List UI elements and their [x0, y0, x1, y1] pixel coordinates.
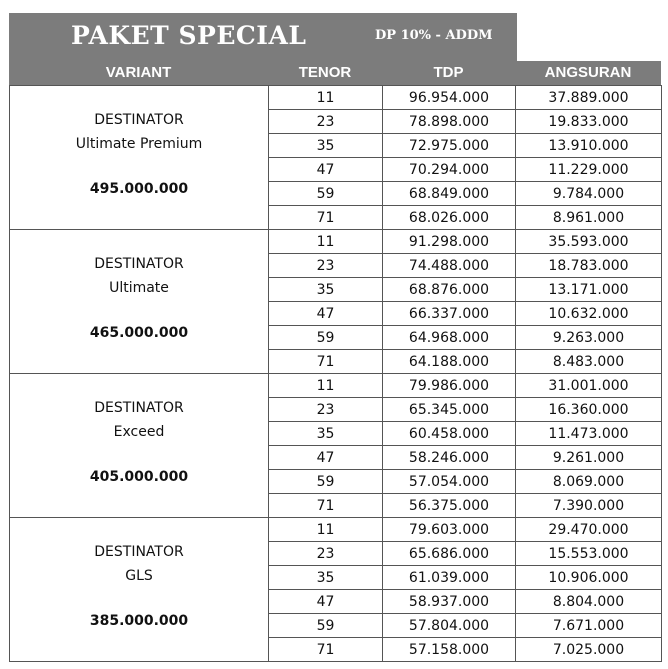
- tdp-cell: 60.458.000: [383, 422, 516, 446]
- tdp-cell: 65.686.000: [383, 542, 516, 566]
- tdp-cell: 58.246.000: [383, 446, 516, 470]
- variant-model: DESTINATOR: [94, 400, 184, 416]
- tdp-cell: 65.345.000: [383, 398, 516, 422]
- header-tdp: TDP: [433, 64, 464, 81]
- tenor-cell: 35: [269, 278, 383, 302]
- tenor-cell: 71: [269, 638, 383, 662]
- tenor-cell: 71: [269, 494, 383, 518]
- angsuran-cell: 8.961.000: [516, 206, 662, 230]
- tdp-cell: 57.054.000: [383, 470, 516, 494]
- variant-price: 405.000.000: [89, 469, 189, 485]
- page-subtitle: DP 10% - ADDM: [375, 28, 493, 43]
- tenor-cell: 23: [269, 110, 383, 134]
- tenor-cell: 11: [269, 518, 383, 542]
- tenor-cell: 35: [269, 566, 383, 590]
- tenor-cell: 11: [269, 230, 383, 254]
- tenor-cell: 71: [269, 350, 383, 374]
- angsuran-cell: 19.833.000: [516, 110, 662, 134]
- angsuran-cell: 9.261.000: [516, 446, 662, 470]
- tdp-cell: 64.968.000: [383, 326, 516, 350]
- variant-price: 385.000.000: [89, 613, 189, 629]
- angsuran-cell: 8.804.000: [516, 590, 662, 614]
- tenor-cell: 47: [269, 590, 383, 614]
- tdp-cell: 68.849.000: [383, 182, 516, 206]
- angsuran-cell: 7.390.000: [516, 494, 662, 518]
- angsuran-cell: 16.360.000: [516, 398, 662, 422]
- angsuran-cell: 31.001.000: [516, 374, 662, 398]
- header-angsuran: ANGSURAN: [544, 64, 632, 81]
- angsuran-cell: 35.593.000: [516, 230, 662, 254]
- variant-price: 465.000.000: [89, 325, 189, 341]
- title-banner: [9, 13, 517, 61]
- variant-model: DESTINATOR: [94, 112, 184, 128]
- angsuran-cell: 11.229.000: [516, 158, 662, 182]
- variant-cell: [10, 374, 269, 518]
- tenor-cell: 59: [269, 182, 383, 206]
- variant-cell: [10, 86, 269, 230]
- variant-cell: [10, 230, 269, 374]
- tenor-cell: 23: [269, 254, 383, 278]
- tdp-cell: 70.294.000: [383, 158, 516, 182]
- table-row: [10, 374, 662, 398]
- table-header: [9, 61, 661, 85]
- variant-trim: GLS: [125, 568, 153, 584]
- tdp-cell: 91.298.000: [383, 230, 516, 254]
- tenor-cell: 23: [269, 542, 383, 566]
- tdp-cell: 68.876.000: [383, 278, 516, 302]
- angsuran-cell: 13.910.000: [516, 134, 662, 158]
- variant-name: [10, 396, 268, 444]
- price-table: [9, 85, 662, 662]
- tdp-cell: 68.026.000: [383, 206, 516, 230]
- tenor-cell: 59: [269, 614, 383, 638]
- angsuran-cell: 11.473.000: [516, 422, 662, 446]
- angsuran-cell: 29.470.000: [516, 518, 662, 542]
- tdp-cell: 61.039.000: [383, 566, 516, 590]
- variant-price: 495.000.000: [89, 181, 189, 197]
- page-title: PAKET SPECIAL: [71, 21, 307, 50]
- angsuran-cell: 15.553.000: [516, 542, 662, 566]
- tdp-cell: 58.937.000: [383, 590, 516, 614]
- variant-trim: Ultimate Premium: [75, 136, 203, 152]
- tdp-cell: 66.337.000: [383, 302, 516, 326]
- tenor-cell: 11: [269, 374, 383, 398]
- tdp-cell: 64.188.000: [383, 350, 516, 374]
- tdp-cell: 96.954.000: [383, 86, 516, 110]
- tdp-cell: 78.898.000: [383, 110, 516, 134]
- tdp-cell: 57.158.000: [383, 638, 516, 662]
- variant-model: DESTINATOR: [94, 256, 184, 272]
- tdp-cell: 79.986.000: [383, 374, 516, 398]
- variant-name: [10, 540, 268, 588]
- price-table-body: [10, 86, 662, 662]
- tdp-cell: 56.375.000: [383, 494, 516, 518]
- angsuran-cell: 8.069.000: [516, 470, 662, 494]
- header-tenor: TENOR: [298, 64, 352, 81]
- tdp-cell: 79.603.000: [383, 518, 516, 542]
- angsuran-cell: 8.483.000: [516, 350, 662, 374]
- tenor-cell: 47: [269, 158, 383, 182]
- variant-cell: [10, 518, 269, 662]
- variant-name: [10, 252, 268, 300]
- tenor-cell: 59: [269, 470, 383, 494]
- tenor-cell: 59: [269, 326, 383, 350]
- tdp-cell: 74.488.000: [383, 254, 516, 278]
- table-row: [10, 518, 662, 542]
- tenor-cell: 23: [269, 398, 383, 422]
- tenor-cell: 11: [269, 86, 383, 110]
- tenor-cell: 35: [269, 422, 383, 446]
- angsuran-cell: 18.783.000: [516, 254, 662, 278]
- tenor-cell: 47: [269, 446, 383, 470]
- tdp-cell: 57.804.000: [383, 614, 516, 638]
- angsuran-cell: 7.025.000: [516, 638, 662, 662]
- angsuran-cell: 37.889.000: [516, 86, 662, 110]
- tdp-cell: 72.975.000: [383, 134, 516, 158]
- angsuran-cell: 10.906.000: [516, 566, 662, 590]
- angsuran-cell: 13.171.000: [516, 278, 662, 302]
- table-row: [10, 230, 662, 254]
- angsuran-cell: 9.784.000: [516, 182, 662, 206]
- tenor-cell: 47: [269, 302, 383, 326]
- header-variant: VARIANT: [105, 64, 172, 81]
- tenor-cell: 71: [269, 206, 383, 230]
- angsuran-cell: 10.632.000: [516, 302, 662, 326]
- tenor-cell: 35: [269, 134, 383, 158]
- angsuran-cell: 7.671.000: [516, 614, 662, 638]
- variant-name: [10, 108, 268, 156]
- variant-trim: Exceed: [113, 424, 165, 440]
- variant-trim: Ultimate: [109, 280, 169, 296]
- variant-model: DESTINATOR: [94, 544, 184, 560]
- angsuran-cell: 9.263.000: [516, 326, 662, 350]
- table-row: [10, 86, 662, 110]
